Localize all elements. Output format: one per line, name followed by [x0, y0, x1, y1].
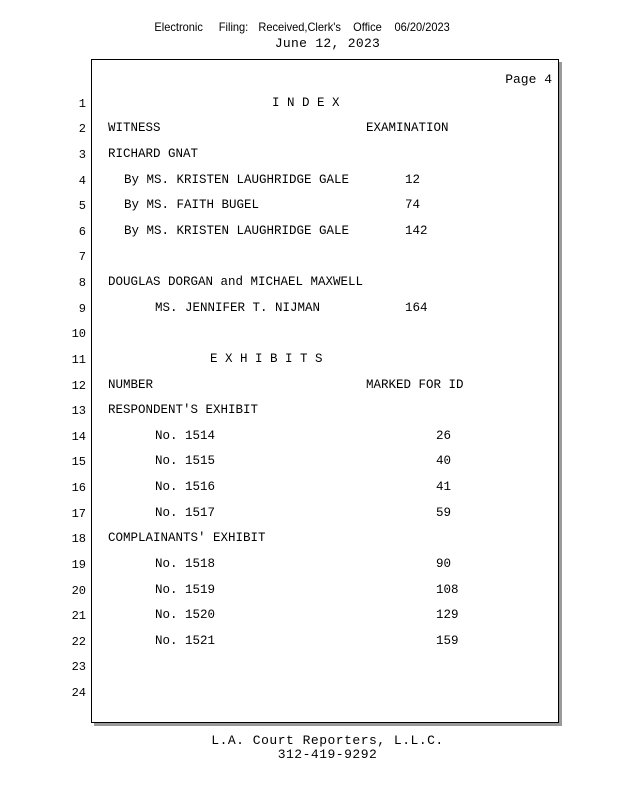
- examination-header: EXAMINATION: [366, 121, 449, 135]
- exhibit-page: 90: [436, 557, 452, 571]
- exhibit-number: No. 1521: [155, 634, 216, 648]
- examination-page: 12: [405, 173, 421, 187]
- complainant-exhibit-label: COMPLAINANTS' EXHIBIT: [108, 531, 266, 545]
- line-number: 8: [78, 276, 86, 290]
- examination-page: 164: [405, 301, 428, 315]
- line-number: 19: [71, 558, 86, 572]
- examiner-entry: By MS. FAITH BUGEL: [124, 198, 260, 212]
- examiner-entry: By MS. KRISTEN LAUGHRIDGE GALE: [124, 224, 350, 238]
- line-number: 21: [71, 609, 86, 623]
- exhibit-page: 159: [436, 634, 459, 648]
- stamp-date: 06/20/2023: [394, 20, 450, 34]
- line-number: 7: [78, 250, 86, 264]
- transcript-date: June 12, 2023: [274, 36, 381, 51]
- line-number: 20: [71, 584, 86, 598]
- line-number: 15: [71, 455, 86, 469]
- line-number: 12: [71, 379, 86, 393]
- exhibit-number: No. 1515: [155, 454, 216, 468]
- exhibit-number: No. 1518: [155, 557, 216, 571]
- line-number: 14: [71, 430, 86, 444]
- exhibit-page: 108: [436, 583, 459, 597]
- exhibit-page: 59: [436, 506, 452, 520]
- exhibit-page: 41: [436, 480, 452, 494]
- line-number: 9: [78, 302, 86, 316]
- line-number: 6: [78, 225, 86, 239]
- marked-header: MARKED FOR ID: [366, 378, 464, 392]
- stamp-received: Received,Clerk's: [258, 20, 341, 34]
- footer-company: L.A. Court Reporters, L.L.C.: [211, 733, 444, 748]
- stamp-electronic: Electronic: [154, 20, 203, 34]
- exhibit-page: 129: [436, 608, 459, 622]
- electronic-filing-stamp: [24, 20, 593, 36]
- exhibit-number: No. 1514: [155, 429, 216, 443]
- exhibit-number: No. 1516: [155, 480, 216, 494]
- witness-name: RICHARD GNAT: [108, 147, 199, 161]
- index-title: I N D E X: [272, 96, 340, 110]
- line-number: 17: [71, 507, 86, 521]
- line-number: 22: [71, 635, 86, 649]
- line-number: 24: [71, 686, 86, 700]
- number-header: NUMBER: [108, 378, 154, 392]
- line-number: 4: [78, 174, 86, 188]
- respondent-exhibit-label: RESPONDENT'S EXHIBIT: [108, 403, 259, 417]
- exhibit-page: 26: [436, 429, 452, 443]
- line-number: 18: [71, 532, 86, 546]
- line-number: 23: [71, 660, 86, 674]
- stamp-filing: Filing:: [218, 20, 249, 34]
- exhibit-page: 40: [436, 454, 452, 468]
- examiner-entry: MS. JENNIFER T. NIJMAN: [155, 301, 321, 315]
- line-number: 2: [78, 122, 86, 136]
- exhibits-title: E X H I B I T S: [210, 352, 323, 366]
- line-number: 10: [71, 327, 86, 341]
- examiner-entry: By MS. KRISTEN LAUGHRIDGE GALE: [124, 173, 350, 187]
- examination-page: 142: [405, 224, 428, 238]
- transcript-page: [71, 59, 559, 723]
- line-number: 3: [78, 148, 86, 162]
- exhibit-number: No. 1520: [155, 608, 216, 622]
- line-number: 1: [78, 97, 86, 111]
- line-number: 5: [78, 199, 86, 213]
- line-number: 13: [71, 404, 86, 418]
- exhibit-number: No. 1517: [155, 506, 216, 520]
- line-number: 16: [71, 481, 86, 495]
- line-number: 11: [71, 353, 86, 367]
- examination-page: 74: [405, 198, 421, 212]
- stamp-office: Office: [353, 20, 382, 34]
- footer-phone: 312-419-9292: [277, 747, 378, 762]
- witness-header: WITNESS: [108, 121, 161, 135]
- page-number: Page 4: [505, 72, 552, 87]
- exhibit-number: No. 1519: [155, 583, 216, 597]
- witness-name: DOUGLAS DORGAN and MICHAEL MAXWELL: [108, 275, 364, 289]
